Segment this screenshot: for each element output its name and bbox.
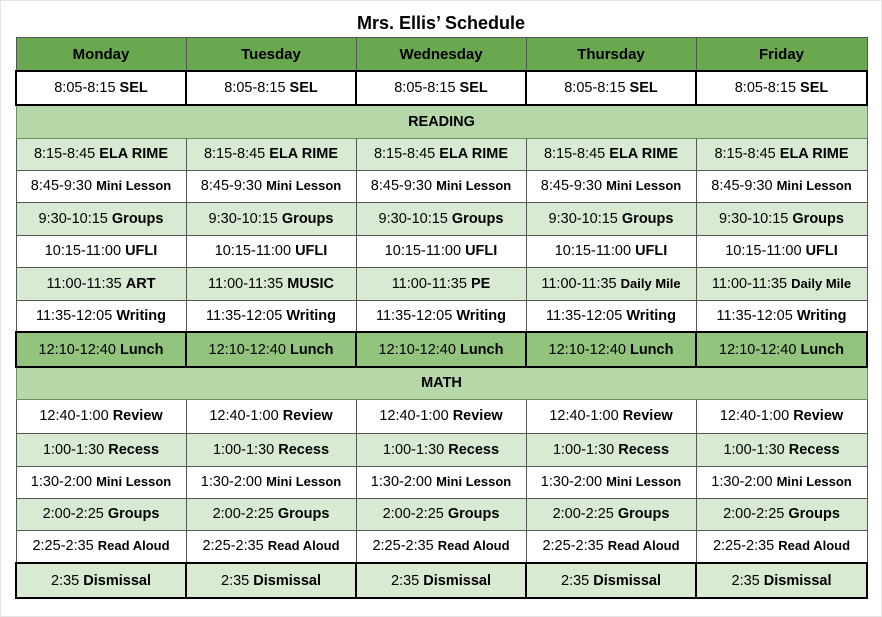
activity-name: Groups [277,506,330,522]
schedule-cell [16,498,186,530]
schedule-cell [186,71,356,105]
time-range: 2:00-2:25 [382,506,444,522]
time-range: 8:15-8:45 [203,146,266,162]
activity-name: Read Aloud [97,538,170,554]
time-range: 2:25-2:35 [32,538,94,555]
review-row [16,399,867,433]
schedule-cell [186,170,356,202]
schedule-cell [696,433,867,466]
schedule-cell [356,71,526,105]
schedule-cell [16,138,186,170]
activity-name: Review [622,408,673,424]
activity-name: Dismissal [423,572,491,589]
section-label: MATH [16,367,867,399]
time-range: 11:00-11:35 [207,275,284,292]
activity-name: Mini Lesson [96,178,172,193]
activity-name: Groups [111,210,164,227]
time-range: 2:25-2:35 [542,538,604,555]
time-range: 1:00-1:30 [723,441,785,458]
activity-name: Mini Lesson [266,474,342,489]
activity-name: Review [112,408,163,424]
activity-name: Read Aloud [607,538,680,554]
ufli-row [16,235,867,267]
schedule-cell [356,332,526,367]
activity-name: ART [125,275,156,292]
schedule-cell [526,300,696,332]
schedule-cell [696,202,867,235]
time-range: 2:35 [221,572,250,589]
activity-name: Review [793,408,844,424]
time-range: 2:35 [51,572,80,589]
schedule-cell [16,399,186,433]
schedule-cell [186,202,356,235]
schedule-cell [526,235,696,267]
activity-name: Writing [116,307,167,324]
activity-name: ELA RIME [779,146,849,162]
time-range: 1:30-2:00 [711,474,773,490]
specials-row [16,267,867,300]
time-range: 12:10-12:40 [719,341,797,358]
day-header: Friday [696,38,867,72]
time-range: 11:35-12:05 [545,307,623,324]
schedule-cell [696,138,867,170]
time-range: 8:15-8:45 [543,146,606,162]
activity-name: Groups [451,210,504,227]
activity-name: Dismissal [253,572,321,589]
activity-name: Writing [796,307,847,324]
activity-name: UFLI [125,243,158,259]
time-range: 11:35-12:05 [205,307,283,324]
time-range: 8:05-8:15 [564,80,626,96]
activity-name: MUSIC [287,275,334,292]
activity-name: Lunch [629,341,674,358]
time-range: 1:30-2:00 [370,474,433,490]
time-range: 11:00-11:35 [46,275,122,292]
time-range: 1:00-1:30 [212,441,275,458]
activity-name: Lunch [459,341,504,358]
schedule-cell [526,138,696,170]
time-range: 1:30-2:00 [540,474,603,490]
time-range: 2:35 [561,572,590,589]
time-range: 11:00-11:35 [541,275,617,292]
schedule-cell [526,267,696,300]
time-range: 12:40-1:00 [549,408,619,424]
lunch-row [16,332,867,367]
schedule-cell [696,332,867,367]
activity-name: ELA RIME [99,146,169,162]
time-range: 1:00-1:30 [552,441,615,458]
schedule-cell [696,71,867,105]
activity-name: Writing [456,307,507,324]
activity-name: Mini Lesson [606,474,682,489]
activity-name: Recess [108,441,160,458]
time-range: 9:30-10:15 [548,210,618,227]
schedule-cell [356,267,526,300]
time-range: 2:00-2:25 [723,506,785,522]
time-range: 8:45-9:30 [30,178,93,194]
schedule-cell [526,71,696,105]
time-range: 10:15-11:00 [214,243,292,259]
schedule-title: Mrs. Ellis’ Schedule [356,13,526,33]
day-header: Tuesday [186,38,356,72]
activity-name: Mini Lesson [776,178,852,193]
schedule-body [16,38,867,599]
activity-name: Groups [621,210,674,227]
activity-name: Recess [788,441,840,458]
time-range: 8:05-8:15 [394,80,456,96]
activity-name: Dismissal [593,572,661,589]
time-range: 8:15-8:45 [373,146,436,162]
recess-row [16,433,867,466]
time-range: 12:40-1:00 [379,408,449,424]
schedule-cell [356,563,526,598]
time-range: 1:00-1:30 [382,441,445,458]
schedule-cell [356,202,526,235]
time-range: 2:00-2:25 [42,506,104,522]
schedule-cell [526,202,696,235]
activity-name: Groups [617,506,670,522]
day-header-row [16,38,867,72]
schedule-cell [16,300,186,332]
schedule-cell [526,170,696,202]
schedule-cell [696,300,867,332]
schedule-cell [186,530,356,563]
activity-name: Mini Lesson [436,178,512,193]
math-section-row [16,367,867,399]
schedule-cell [16,202,186,235]
schedule-cell [186,332,356,367]
schedule-cell [16,170,186,202]
time-range: 9:30-10:15 [38,210,108,227]
activity-name: Review [452,408,503,424]
activity-name: Read Aloud [778,538,851,554]
schedule-table [15,37,868,599]
activity-name: Writing [286,307,337,324]
time-range: 1:00-1:30 [42,441,105,458]
activity-name: UFLI [805,243,838,259]
activity-name: Recess [278,441,330,458]
time-range: 2:25-2:35 [712,538,775,555]
activity-name: Mini Lesson [96,474,172,489]
time-range: 10:15-11:00 [384,243,462,259]
day-header: Monday [16,38,186,72]
time-range: 12:10-12:40 [208,341,286,358]
schedule-cell [356,300,526,332]
schedule-cell [356,530,526,563]
time-range: 10:15-11:00 [725,243,802,259]
schedule-cell [356,138,526,170]
schedule-cell [186,399,356,433]
time-range: 8:45-9:30 [540,178,603,194]
mini-lesson-am-row [16,170,867,202]
activity-name: ELA RIME [609,146,679,162]
schedule-cell [526,332,696,367]
time-range: 12:10-12:40 [548,341,626,358]
schedule-cell [696,235,867,267]
time-range: 9:30-10:15 [208,210,278,227]
time-range: 12:40-1:00 [719,408,790,424]
time-range: 8:45-9:30 [200,178,263,194]
schedule-cell [16,267,186,300]
activity-name: Dismissal [83,572,151,589]
schedule-cell [356,399,526,433]
activity-name: Lunch [119,341,164,358]
schedule-cell [526,530,696,563]
read-aloud-row [16,530,867,563]
activity-name: Groups [281,210,334,227]
time-range: 8:05-8:15 [54,80,116,96]
schedule-cell [696,498,867,530]
time-range: 9:30-10:15 [378,210,448,227]
time-range: 8:05-8:15 [224,80,286,96]
groups-am-row [16,202,867,235]
schedule-cell [16,235,186,267]
schedule-cell [186,433,356,466]
time-range: 1:30-2:00 [30,474,93,490]
activity-name: Read Aloud [267,538,340,554]
schedule-cell [186,267,356,300]
schedule-cell [356,433,526,466]
activity-name: Review [282,408,333,424]
groups-pm-row [16,498,867,530]
dismissal-row [16,563,867,598]
time-range: 12:40-1:00 [39,408,109,424]
activity-name: PE [470,275,491,292]
activity-name: UFLI [635,243,668,259]
schedule-cell [16,71,186,105]
schedule-cell [696,399,867,433]
time-range: 11:35-12:05 [375,307,453,324]
activity-name: ELA RIME [269,146,339,162]
time-range: 1:30-2:00 [200,474,263,490]
time-range: 11:00-11:35 [391,275,467,292]
activity-name: SEL [800,80,829,96]
activity-name: SEL [289,80,318,96]
time-range: 2:25-2:35 [372,538,434,555]
schedule-cell [186,235,356,267]
schedule-cell [16,466,186,498]
day-header: Wednesday [356,38,526,72]
time-range: 10:15-11:00 [44,243,122,259]
activity-name: Lunch [289,341,334,358]
activity-name: SEL [119,80,148,96]
schedule-cell [526,433,696,466]
time-range: 8:45-9:30 [711,178,773,194]
schedule-cell [526,466,696,498]
day-header: Thursday [526,38,696,72]
activity-name: Groups [792,210,844,227]
activity-name: SEL [629,80,658,96]
time-range: 2:00-2:25 [212,506,274,522]
activity-name: SEL [459,80,488,96]
schedule-cell [356,235,526,267]
time-range: 12:40-1:00 [209,408,279,424]
activity-name: Dismissal [763,572,832,589]
activity-name: UFLI [465,243,498,259]
activity-name: Mini Lesson [266,178,342,193]
schedule-cell [526,399,696,433]
time-range: 11:35-12:05 [35,307,113,324]
schedule-cell [526,498,696,530]
time-range: 9:30-10:15 [719,210,789,227]
schedule-cell [696,563,867,598]
schedule-cell [356,498,526,530]
time-range: 8:15-8:45 [714,146,776,162]
activity-name: Mini Lesson [776,474,852,489]
reading-section-row [16,105,867,138]
activity-name: Daily Mile [791,275,852,291]
schedule-cell [186,138,356,170]
activity-name: Daily Mile [620,275,681,291]
schedule-cell [16,530,186,563]
schedule-cell [696,170,867,202]
activity-name: Read Aloud [437,538,510,554]
time-range: 12:10-12:40 [378,341,456,358]
schedule-cell [186,563,356,598]
time-range: 12:10-12:40 [38,341,116,358]
section-label: READING [16,105,867,138]
schedule-cell [696,267,867,300]
schedule-cell [16,433,186,466]
activity-name: Lunch [800,341,844,358]
schedule-cell [696,530,867,563]
activity-name: Writing [626,307,677,324]
schedule-cell [186,466,356,498]
time-range: 8:05-8:15 [734,80,797,96]
activity-name: Groups [447,506,500,522]
writing-row [16,300,867,332]
schedule-cell [696,466,867,498]
time-range: 11:35-12:05 [716,307,793,324]
time-range: 2:35 [391,572,420,589]
schedule-cell [16,563,186,598]
activity-name: Mini Lesson [436,474,512,489]
activity-name: Recess [618,441,670,458]
activity-name: ELA RIME [439,146,509,162]
mini-lesson-pm-row [16,466,867,498]
schedule-cell [186,300,356,332]
time-range: 10:15-11:00 [554,243,632,259]
sel-row [16,71,867,105]
time-range: 2:25-2:35 [202,538,264,555]
time-range: 8:45-9:30 [370,178,433,194]
activity-name: Groups [107,506,160,522]
time-range: 11:00-11:35 [711,275,788,292]
schedule-cell [16,332,186,367]
schedule-cell [526,563,696,598]
schedule-cell [356,466,526,498]
ela-row [16,138,867,170]
time-range: 2:00-2:25 [552,506,614,522]
activity-name: Groups [788,506,840,522]
schedule-cell [356,170,526,202]
schedule-cell [186,498,356,530]
activity-name: Mini Lesson [606,178,682,193]
time-range: 8:15-8:45 [33,146,96,162]
activity-name: UFLI [295,243,328,259]
time-range: 2:35 [731,572,760,589]
activity-name: Recess [448,441,500,458]
